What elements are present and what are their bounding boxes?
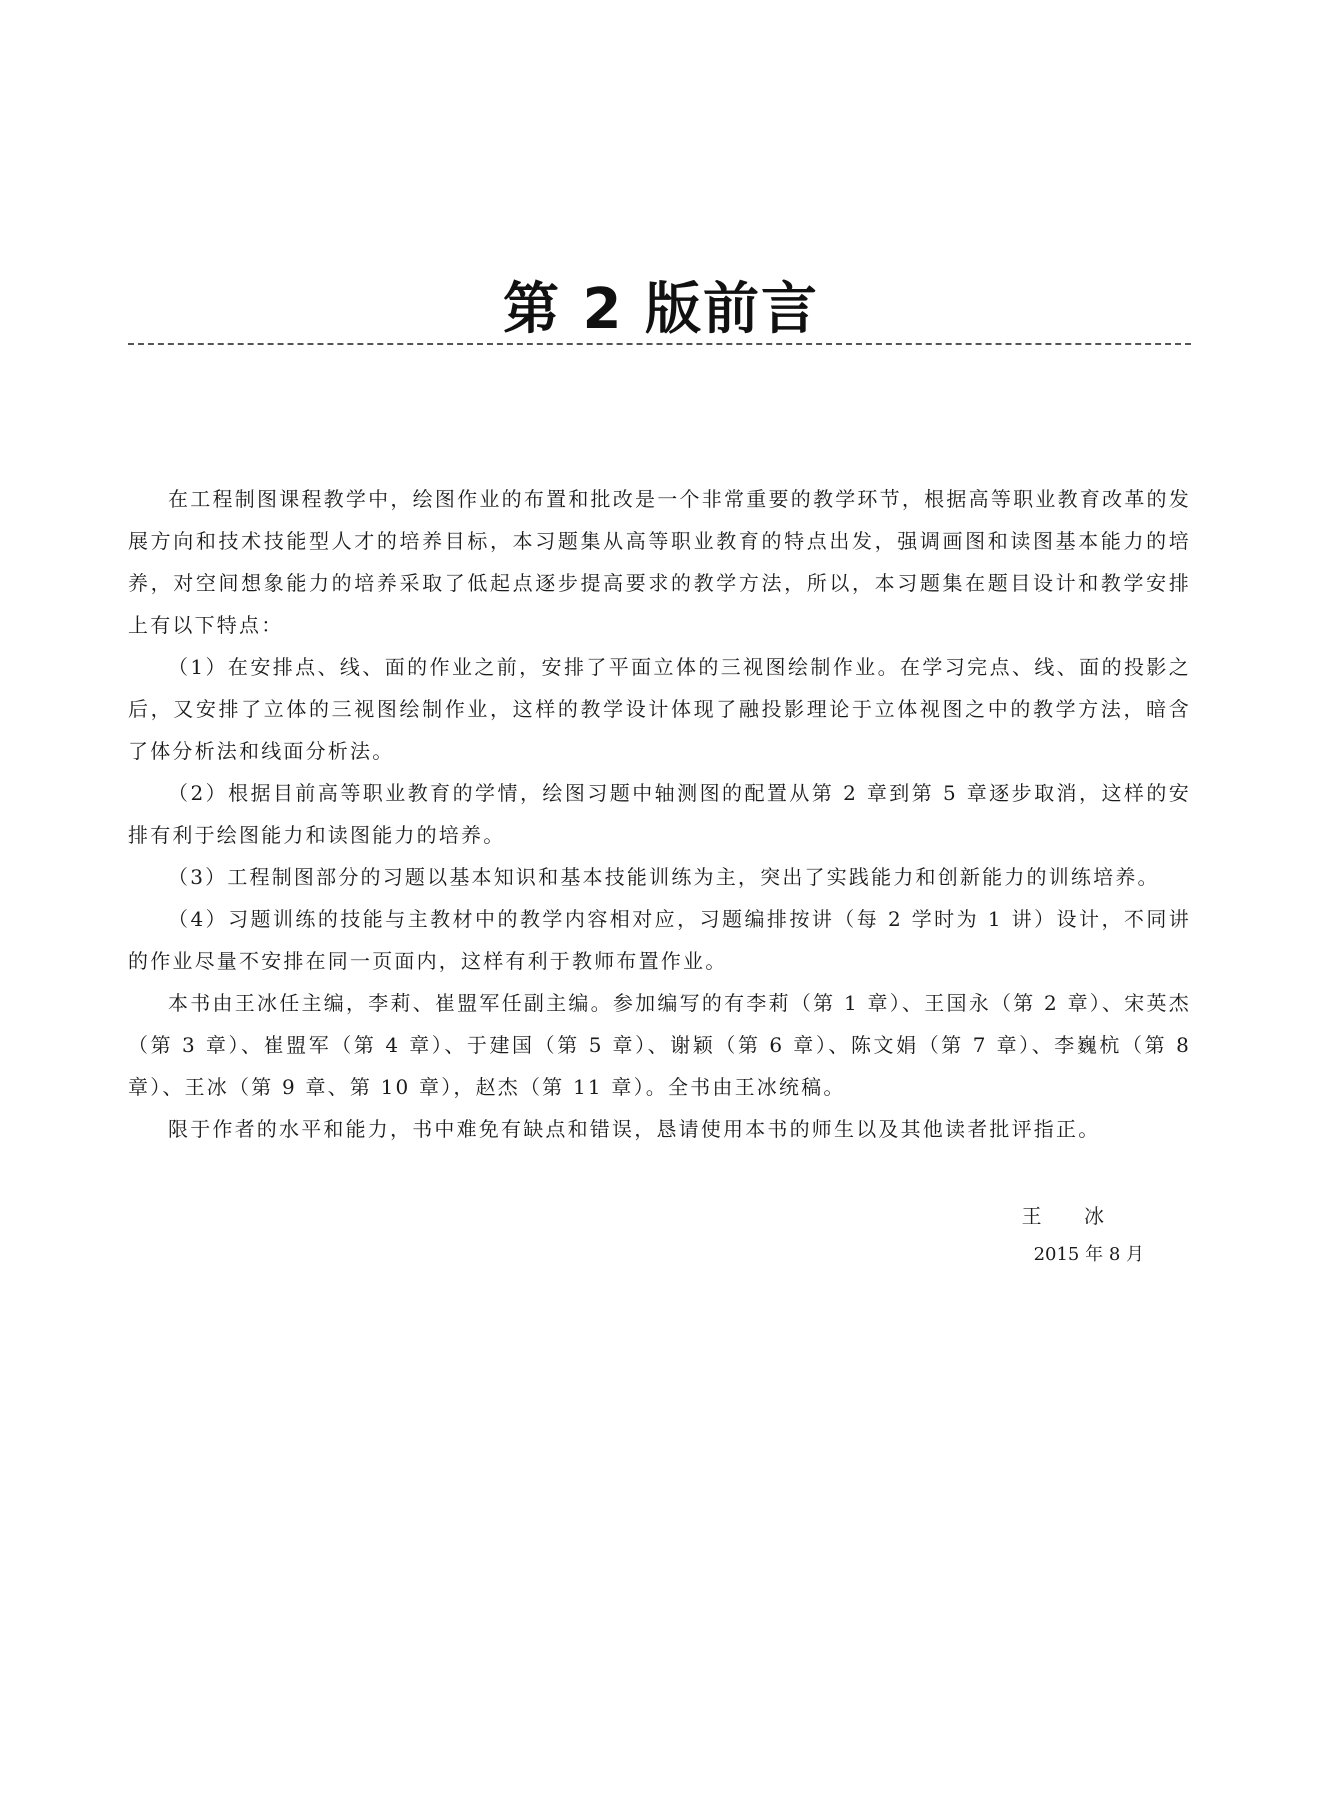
signature-date: 2015 年 8 月: [1033, 1244, 1144, 1265]
paragraph-feature-1: （1）在安排点、线、面的作业之前，安排了平面立体的三视图绘制作业。在学习完点、线、面的投影之后，又安排了立体的三视图绘制作业，这样的教学设计体现了融投影理论于立体视图之中的教学方法，暗含了体分析法和线面分析法。: [128, 655, 1191, 763]
paragraph-authors: 本书由王冰任主编，李莉、崔盟军任副主编。参加编写的有李莉（第 1 章）、王国永（第 2 章）、宋英杰（第 3 章）、崔盟军（第 4 章）、于建国（第 5 章）、谢颖（第 6 章）、陈文娟（第 7 章）、李巍杭（第 8 章）、王冰（第 9 章、第 10 章），赵杰（第 11 章）。全书由王冰统稿。: [128, 991, 1191, 1099]
title-divider: [128, 343, 1191, 345]
paragraph-feature-3: （3）工程制图部分的习题以基本知识和基本技能训练为主，突出了实践能力和创新能力的训练培养。: [168, 865, 1160, 889]
paragraph-intro: 在工程制图课程教学中，绘图作业的布置和批改是一个非常重要的教学环节，根据高等职业教育改革的发展方向和技术技能型人才的培养目标，本习题集从高等职业教育的特点出发，强调画图和读图基本能力的培养，对空间想象能力的培养采取了低起点逐步提高要求的教学方法，所以，本习题集在题目设计和教学安排上有以下特点：: [128, 487, 1191, 637]
page-title: 第 2 版前言: [503, 277, 819, 342]
paragraph-feature-4: （4）习题训练的技能与主教材中的教学内容相对应，习题编排按讲（每 2 学时为 1 讲）设计，不同讲的作业尽量不安排在同一页面内，这样有利于教师布置作业。: [128, 907, 1191, 973]
paragraph-closing: 限于作者的水平和能力，书中难免有缺点和错误，恳请使用本书的师生以及其他读者批评指正。: [168, 1117, 1101, 1141]
author-signature: 王 冰: [1021, 1204, 1122, 1228]
preface-body: [128, 478, 1191, 1150]
paragraph-feature-2: （2）根据目前高等职业教育的学情，绘图习题中轴测图的配置从第 2 章到第 5 章逐步取消，这样的安排有利于绘图能力和读图能力的培养。: [128, 781, 1191, 847]
